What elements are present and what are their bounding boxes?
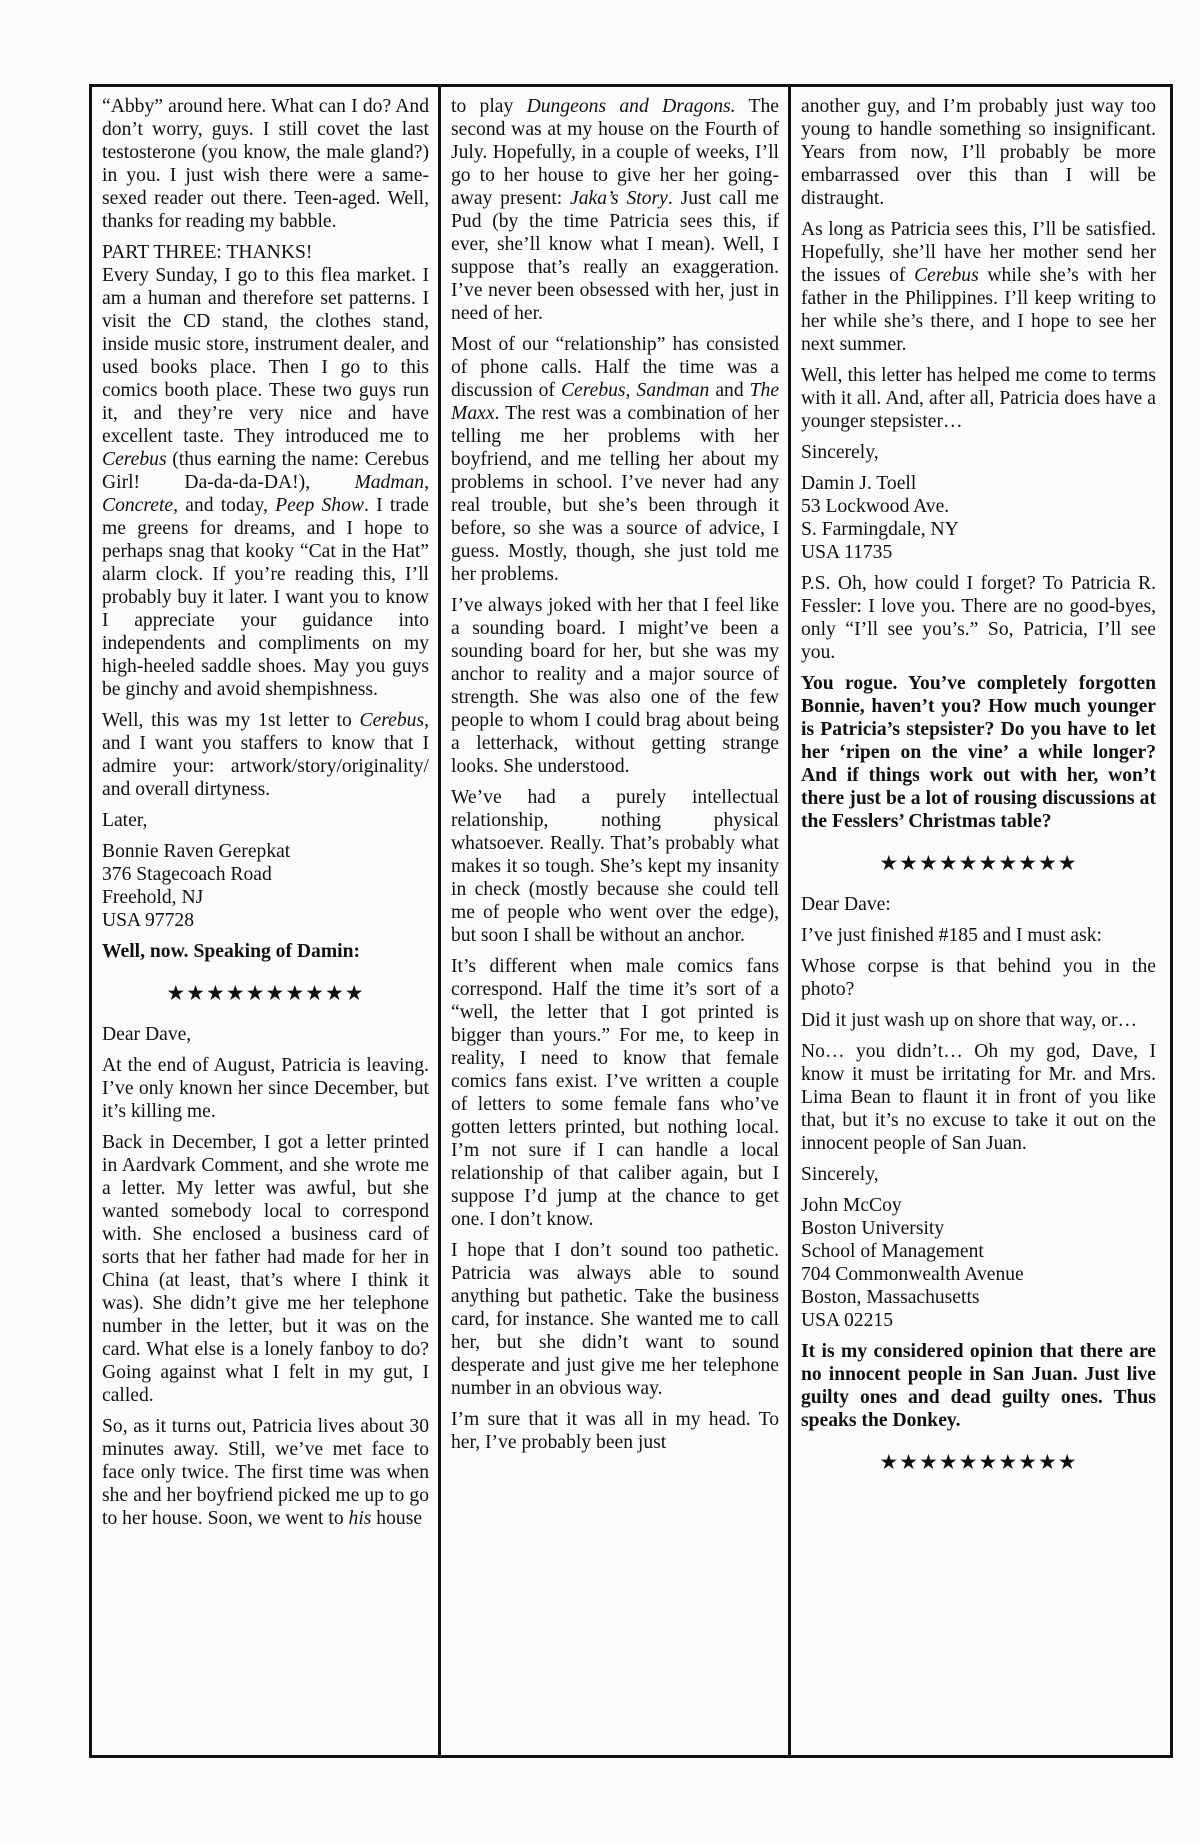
- text-run: You rogue. You’ve completely forgotten Bonnie, haven’t you? How much younger is Patricia’s stepsister? Do you have to let her ‘ripen on the vine’ a while longer? And if things work out with her, won’t there just be a lot of rousing discussions at the Fesslers’ Christmas table?: [801, 673, 1156, 832]
- letter-paragraph: [102, 264, 429, 701]
- text-run: At the end of August, Patricia is leaving. I’ve only known her since December, but it’s killing me.: [102, 1055, 429, 1122]
- address-line: Boston University: [801, 1218, 945, 1239]
- address-line: John McCoy: [801, 1195, 902, 1216]
- text-run: to play: [451, 96, 527, 117]
- letter-paragraph: [102, 241, 429, 264]
- letter-paragraph: [451, 955, 779, 1231]
- text-run: No… you didn’t… Oh my god, Dave, I know it must be irritating for Mr. and Mrs. Lima Bean to flaunt it in front of you like that, but it’s no excuse to take it out on the innocent people of San Juan.: [801, 1041, 1156, 1154]
- editor-reply: [801, 672, 1156, 833]
- address-line: 376 Stagecoach Road: [102, 864, 272, 885]
- text-run: I’m sure that it was all in my head. To her, I’ve probably been just: [451, 1409, 779, 1453]
- text-run: Later,: [102, 810, 148, 831]
- letter-paragraph: [801, 893, 1156, 916]
- text-run: The second was at my house on the Fourth of July. Hopefully, in a couple of weeks, I’ll go to her house to give her her going-away present:: [451, 96, 779, 209]
- text-run: Every Sunday, I go to this flea market. I am a human and therefore set patterns. I visit the CD stand, the clothes stand, inside music store, instrument dealer, and used books place. Then I go to this comics booth place. These two guys run it, and they’re very nice and have excellent taste. They introduced me to: [102, 265, 429, 447]
- letter-paragraph: [801, 441, 1156, 464]
- italic-title: Madman, Concrete,: [102, 472, 429, 516]
- letter-paragraph: [451, 594, 779, 778]
- column-right: [788, 87, 1170, 1755]
- address-line: S. Farmingdale, NY: [801, 519, 959, 540]
- letter-paragraph: [451, 333, 779, 586]
- address-line: Boston, Massachusetts: [801, 1287, 980, 1308]
- letter-paragraph: [801, 572, 1156, 664]
- italic-title: Peep Show: [275, 495, 364, 516]
- letter-paragraph: [102, 1131, 429, 1407]
- column-middle: [438, 87, 788, 1755]
- italic-title: Cerebus: [914, 265, 979, 286]
- signature-address: [801, 472, 1156, 564]
- text-run: Did it just wash up on shore that way, or…: [801, 1010, 1138, 1031]
- text-run: and: [709, 380, 750, 401]
- italic-title: Cerebus: [359, 710, 425, 731]
- letter-paragraph: [801, 924, 1156, 947]
- star-divider: ★★★★★★★★★★: [879, 1450, 1078, 1474]
- letter-paragraph: [451, 786, 779, 947]
- text-run: I’ve always joked with her that I feel like a sounding board. I might’ve been a sounding board for her, but she was my anchor to reality and a major source of strength. She was also one of the few people to whom I could brag about being a letterhack, without getting strange looks. She understood.: [451, 595, 779, 777]
- italic-title: Dungeons and Dragons.: [526, 96, 736, 117]
- italic-title: Jaka’s Story: [570, 188, 668, 209]
- letter-paragraph: [801, 95, 1156, 210]
- letter-paragraph: [102, 809, 429, 832]
- signature-address: [102, 840, 429, 932]
- text-run: “Abby” around here. What can I do? And don’t worry, guys. I still covet the last testosterone (you know, the male gland?) in you. I just wish there were a same-sexed reader out there. Teen-aged. Well, thanks for reading my babble.: [102, 96, 429, 232]
- letter-paragraph: [451, 1239, 779, 1400]
- letter-paragraph: [451, 1408, 779, 1454]
- column-left: [92, 87, 438, 1755]
- letter-paragraph: [102, 1054, 429, 1123]
- letter-paragraph: [801, 1009, 1156, 1032]
- letter-paragraph: [801, 955, 1156, 1001]
- text-run: while she’s with her father in the Philippines. I’ll keep writing to her while she’s there, and I hope to see her next summer.: [801, 265, 1156, 355]
- letter-paragraph: [102, 1415, 429, 1530]
- address-line: USA 97728: [102, 910, 194, 931]
- text-run: another guy, and I’m probably just way too young to handle something so insignificant. Years from now, I’ll probably be more embarrassed over this than I will be distraught.: [801, 96, 1156, 209]
- address-line: Bonnie Raven Gerepkat: [102, 841, 291, 862]
- text-run: Whose corpse is that behind you in the photo?: [801, 956, 1156, 1000]
- text-run: Dear Dave,: [102, 1024, 192, 1045]
- address-line: USA 02215: [801, 1310, 893, 1331]
- letter-paragraph: [451, 95, 779, 325]
- text-run: So, as it turns out, Patricia lives about 30 minutes away. Still, we’ve met face to face only twice. The first time was when she and her boyfriend picked me up to go to her house. Soon, we went to: [102, 1416, 429, 1529]
- text-run: We’ve had a purely intellectual relationship, nothing physical whatsoever. Really. That’s probably what makes it so tough. She’s kept my insanity in check (mostly because she could tell me of people who went over the edge), but soon I shall be without an anchor.: [451, 787, 779, 946]
- text-run: Dear Dave:: [801, 894, 891, 915]
- address-line: School of Management: [801, 1241, 984, 1262]
- italic-title: Cerebus, Sandman: [560, 380, 710, 401]
- text-run: Most of our “relationship” has consisted of phone calls. Half the time was a discussion of: [451, 334, 779, 401]
- text-run: As long as Patricia sees this, I’ll be satisfied. Hopefully, she’ll have her mother send her the issues of: [801, 219, 1156, 286]
- letter-paragraph: [801, 1040, 1156, 1155]
- editor-reply: [801, 1340, 1156, 1432]
- letter-paragraph: [801, 1163, 1156, 1186]
- text-run: P.S. Oh, how could I forget? To Patricia R. Fessler: I love you. There are no good-byes, only “I’ll see you’s.” So, Patricia, I’ll see you.: [801, 573, 1156, 663]
- italic-title: Cerebus: [102, 449, 167, 470]
- text-run: and today,: [178, 495, 276, 516]
- letter-paragraph: [801, 218, 1156, 356]
- text-run: It’s different when male comics fans correspond. Half the time it’s sort of a “well, the letter that I got printed is bigger than yours.” For me, to keep in reality, I need to know that female comics fans exist. I’ve written a couple of letters to some female fans who’ve gotten letters printed, but nothing local. I’m not sure if I can handle a local relationship of that caliber again, but I suppose I’d jump at the chance to get one. I don’t know.: [451, 956, 779, 1230]
- editor-reply: [102, 940, 429, 963]
- star-divider: ★★★★★★★★★★: [166, 981, 365, 1005]
- text-run: I’ve just finished #185 and I must ask:: [801, 925, 1102, 946]
- letter-paragraph: [102, 95, 429, 233]
- text-run: Sincerely,: [801, 442, 879, 463]
- address-line: 53 Lockwood Ave.: [801, 496, 950, 517]
- address-line: USA 11735: [801, 542, 893, 563]
- text-run: I hope that I don’t sound too pathetic. Patricia was always able to sound anything but pathetic. Take the business card, for instance. She wanted me to call her, but she didn’t want to sound desperate and just give me her telephone number in an obvious way.: [451, 1240, 779, 1399]
- italic-title: The Maxx: [451, 380, 780, 424]
- letter-paragraph: [102, 1023, 429, 1046]
- text-run: Well, this letter has helped me come to terms with it all. And, after all, Patricia does have a younger stepsister…: [801, 365, 1156, 432]
- address-line: Freehold, NJ: [102, 887, 204, 908]
- text-run: house: [371, 1508, 423, 1529]
- text-run: . The rest was a combination of her telling me her problems with her boyfriend, and me telling her about my problems in school. I’ve never had any real trouble, but she’s been through it before, so she was a source of advice, I guess. Mostly, though, she just told me her problems.: [451, 403, 779, 585]
- signature-address: [801, 1194, 1156, 1332]
- italic-title: his: [348, 1508, 372, 1529]
- text-run: Back in December, I got a letter printed in Aardvark Comment, and she wrote me a letter. My letter was awful, but she wanted somebody local to correspond with. She enclosed a business card of sorts that her father had made for her in China (at least, that’s where I think it was). She didn’t give me her telephone number in the letter, but it was on the card. What else is a lonely fanboy to do? Going against what I felt in my gut, I called.: [102, 1132, 429, 1406]
- text-run: , and I want you staffers to know that I admire your: artwork/story/originality/ and overall dirtyness.: [102, 710, 429, 800]
- text-run: (thus earning the name: Cerebus Girl! Da-da-da-DA!),: [102, 449, 429, 493]
- text-run: Sincerely,: [801, 1164, 879, 1185]
- text-run: Well, this was my 1st letter to: [102, 710, 360, 731]
- star-divider: ★★★★★★★★★★: [879, 851, 1078, 875]
- text-run: . I trade me greens for dreams, and I hope to perhaps snag that kooky “Cat in the Hat” alarm clock. If you’re reading this, I’ll probably buy it later. I want you to know I appreciate your guidance into independents and compliments on my high-heeled saddle shoes. May you guys be ginchy and avoid shempishness.: [102, 495, 429, 700]
- text-run: It is my considered opinion that there are no innocent people in San Juan. Just live guilty ones and dead guilty ones. Thus speaks the Donkey.: [801, 1341, 1156, 1431]
- address-line: Damin J. Toell: [801, 473, 917, 494]
- letters-page-frame: [89, 84, 1173, 1758]
- letter-paragraph: [102, 709, 429, 801]
- text-run: . Just call me Pud (by the time Patricia sees this, if ever, she’ll know what I mean). Well, I suppose that’s really an exaggeration. I’ve never been obsessed with her, just in need of her.: [451, 188, 779, 324]
- text-run: Well, now. Speaking of Damin:: [102, 941, 361, 962]
- address-line: 704 Commonwealth Avenue: [801, 1264, 1024, 1285]
- letter-paragraph: [801, 364, 1156, 433]
- text-run: PART THREE: THANKS!: [102, 242, 313, 263]
